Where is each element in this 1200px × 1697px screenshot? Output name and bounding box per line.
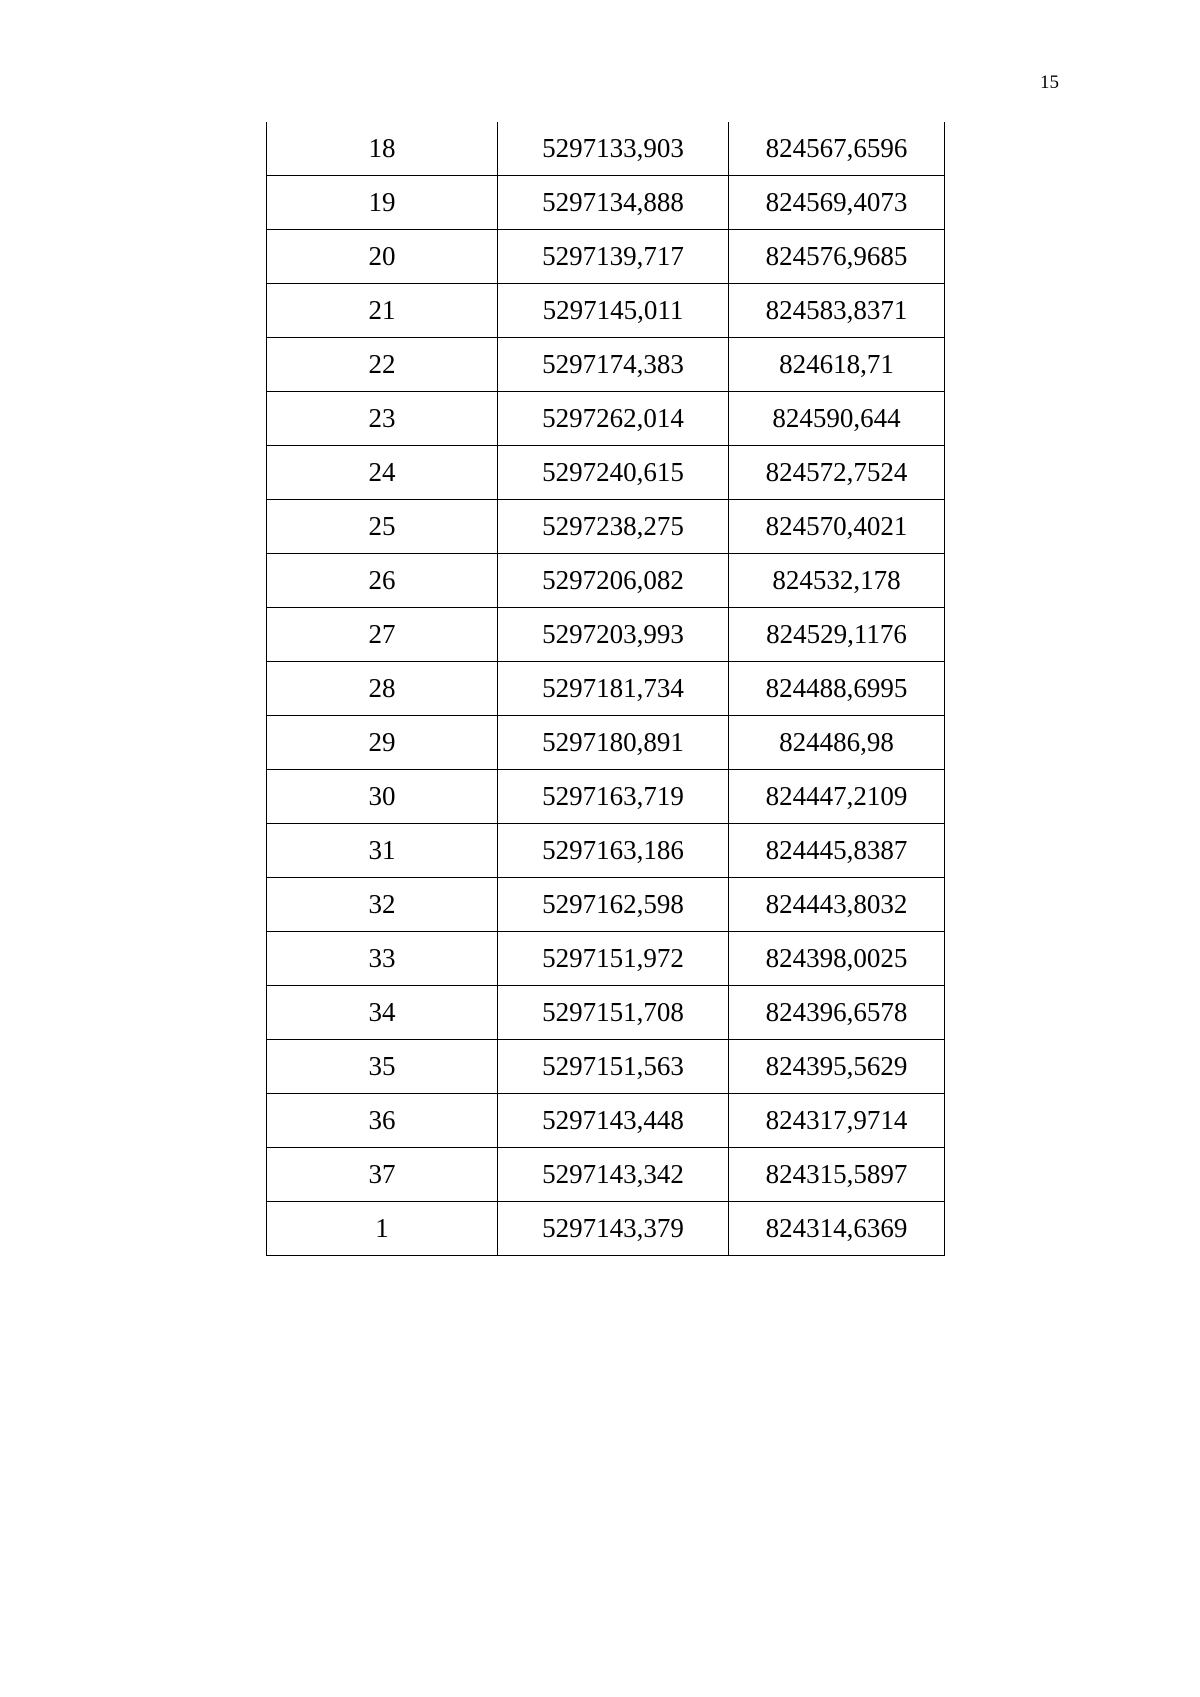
- y-coordinate-cell: 824395,5629: [729, 1040, 945, 1094]
- point-number-cell: 29: [267, 716, 498, 770]
- table-row: [267, 878, 945, 932]
- point-number-cell: 37: [267, 1148, 498, 1202]
- y-coordinate-cell: 824618,71: [729, 338, 945, 392]
- table-row: [267, 608, 945, 662]
- y-coordinate-cell: 824583,8371: [729, 284, 945, 338]
- table-row: [267, 230, 945, 284]
- y-coordinate-cell: 824398,0025: [729, 932, 945, 986]
- point-number-cell: 20: [267, 230, 498, 284]
- x-coordinate-cell: 5297162,598: [498, 878, 729, 932]
- table-row: [267, 716, 945, 770]
- x-coordinate-cell: 5297139,717: [498, 230, 729, 284]
- x-coordinate-cell: 5297262,014: [498, 392, 729, 446]
- table-row: [267, 770, 945, 824]
- x-coordinate-cell: 5297151,972: [498, 932, 729, 986]
- y-coordinate-cell: 824529,1176: [729, 608, 945, 662]
- point-number-cell: 22: [267, 338, 498, 392]
- y-coordinate-cell: 824443,8032: [729, 878, 945, 932]
- x-coordinate-cell: 5297134,888: [498, 176, 729, 230]
- point-number-cell: 28: [267, 662, 498, 716]
- x-coordinate-cell: 5297181,734: [498, 662, 729, 716]
- x-coordinate-cell: 5297151,563: [498, 1040, 729, 1094]
- point-number-cell: 27: [267, 608, 498, 662]
- y-coordinate-cell: 824590,644: [729, 392, 945, 446]
- y-coordinate-cell: 824570,4021: [729, 500, 945, 554]
- x-coordinate-cell: 5297240,615: [498, 446, 729, 500]
- table-row: [267, 284, 945, 338]
- point-number-cell: 18: [267, 122, 498, 176]
- x-coordinate-cell: 5297145,011: [498, 284, 729, 338]
- point-number-cell: 31: [267, 824, 498, 878]
- coordinates-table: [266, 122, 945, 1256]
- point-number-cell: 30: [267, 770, 498, 824]
- x-coordinate-cell: 5297238,275: [498, 500, 729, 554]
- table-row: [267, 500, 945, 554]
- x-coordinate-cell: 5297174,383: [498, 338, 729, 392]
- x-coordinate-cell: 5297143,379: [498, 1202, 729, 1256]
- x-coordinate-cell: 5297143,342: [498, 1148, 729, 1202]
- y-coordinate-cell: 824488,6995: [729, 662, 945, 716]
- table-row: [267, 446, 945, 500]
- x-coordinate-cell: 5297133,903: [498, 122, 729, 176]
- coordinates-table-body: [267, 122, 945, 1256]
- table-row: [267, 338, 945, 392]
- x-coordinate-cell: 5297203,993: [498, 608, 729, 662]
- table-row: [267, 122, 945, 176]
- table-row: [267, 986, 945, 1040]
- point-number-cell: 25: [267, 500, 498, 554]
- y-coordinate-cell: 824572,7524: [729, 446, 945, 500]
- x-coordinate-cell: 5297206,082: [498, 554, 729, 608]
- y-coordinate-cell: 824532,178: [729, 554, 945, 608]
- point-number-cell: 34: [267, 986, 498, 1040]
- table-row: [267, 932, 945, 986]
- point-number-cell: 19: [267, 176, 498, 230]
- y-coordinate-cell: 824576,9685: [729, 230, 945, 284]
- x-coordinate-cell: 5297143,448: [498, 1094, 729, 1148]
- table-row: [267, 824, 945, 878]
- point-number-cell: 24: [267, 446, 498, 500]
- table-row: [267, 662, 945, 716]
- y-coordinate-cell: 824486,98: [729, 716, 945, 770]
- point-number-cell: 23: [267, 392, 498, 446]
- table-row: [267, 554, 945, 608]
- point-number-cell: 32: [267, 878, 498, 932]
- point-number-cell: 36: [267, 1094, 498, 1148]
- y-coordinate-cell: 824569,4073: [729, 176, 945, 230]
- point-number-cell: 21: [267, 284, 498, 338]
- y-coordinate-cell: 824567,6596: [729, 122, 945, 176]
- table-row: [267, 176, 945, 230]
- y-coordinate-cell: 824317,9714: [729, 1094, 945, 1148]
- x-coordinate-cell: 5297180,891: [498, 716, 729, 770]
- table-row: [267, 1202, 945, 1256]
- x-coordinate-cell: 5297151,708: [498, 986, 729, 1040]
- point-number-cell: 35: [267, 1040, 498, 1094]
- y-coordinate-cell: 824445,8387: [729, 824, 945, 878]
- y-coordinate-cell: 824396,6578: [729, 986, 945, 1040]
- point-number-cell: 1: [267, 1202, 498, 1256]
- y-coordinate-cell: 824315,5897: [729, 1148, 945, 1202]
- point-number-cell: 26: [267, 554, 498, 608]
- y-coordinate-cell: 824314,6369: [729, 1202, 945, 1256]
- table-row: [267, 1148, 945, 1202]
- page-number: 15: [1040, 72, 1059, 93]
- point-number-cell: 33: [267, 932, 498, 986]
- y-coordinate-cell: 824447,2109: [729, 770, 945, 824]
- x-coordinate-cell: 5297163,186: [498, 824, 729, 878]
- x-coordinate-cell: 5297163,719: [498, 770, 729, 824]
- table-row: [267, 392, 945, 446]
- table-row: [267, 1040, 945, 1094]
- table-row: [267, 1094, 945, 1148]
